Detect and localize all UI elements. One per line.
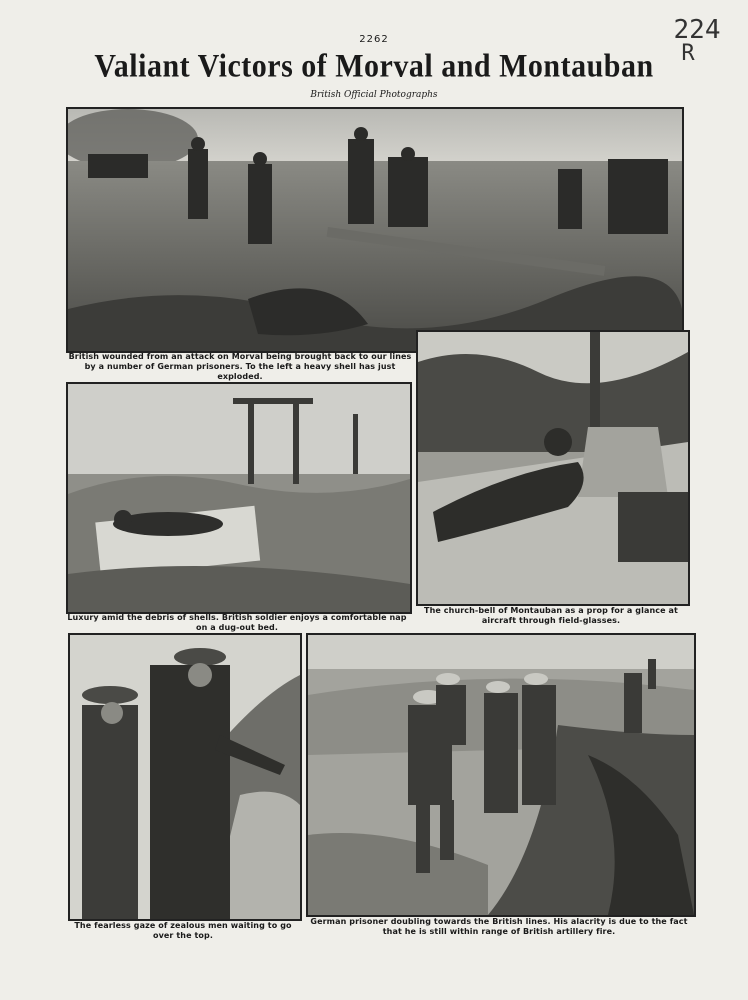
caption-church-bell: The church-bell of Montauban as a prop for a glance at aircraft through field-glasses.	[424, 606, 678, 625]
caption-german-prisoner: German prisoner doubling towards the British lines. His alacrity is due to the fact that he is still within range of British artillery fire.	[310, 917, 688, 936]
caption-dugout-bed: Luxury amid the debris of shells. British soldier enjoys a comfortable nap on a dug-out bed.	[67, 613, 407, 632]
handwritten-letter: R	[681, 41, 695, 66]
handwritten-number: 224	[673, 15, 721, 45]
page-title: Valiant Victors of Morval and Montauban	[94, 48, 654, 85]
caption-morval-wounded: British wounded from an attack on Morval being brought back to our lines by a number of German prisoners. To the left a heavy shell has just exploded.	[68, 352, 412, 381]
photo-church-bell	[416, 330, 690, 606]
page-number: 2262	[359, 34, 389, 45]
caption-waiting-men: The fearless gaze of zealous men waiting to go over the top.	[74, 921, 292, 940]
photo-german-prisoner	[306, 633, 696, 917]
photo-waiting-men	[68, 633, 302, 921]
photo-dugout-bed	[66, 382, 412, 614]
page-subtitle: British Official Photographs	[310, 90, 438, 100]
photo-morval-wounded	[66, 107, 684, 353]
